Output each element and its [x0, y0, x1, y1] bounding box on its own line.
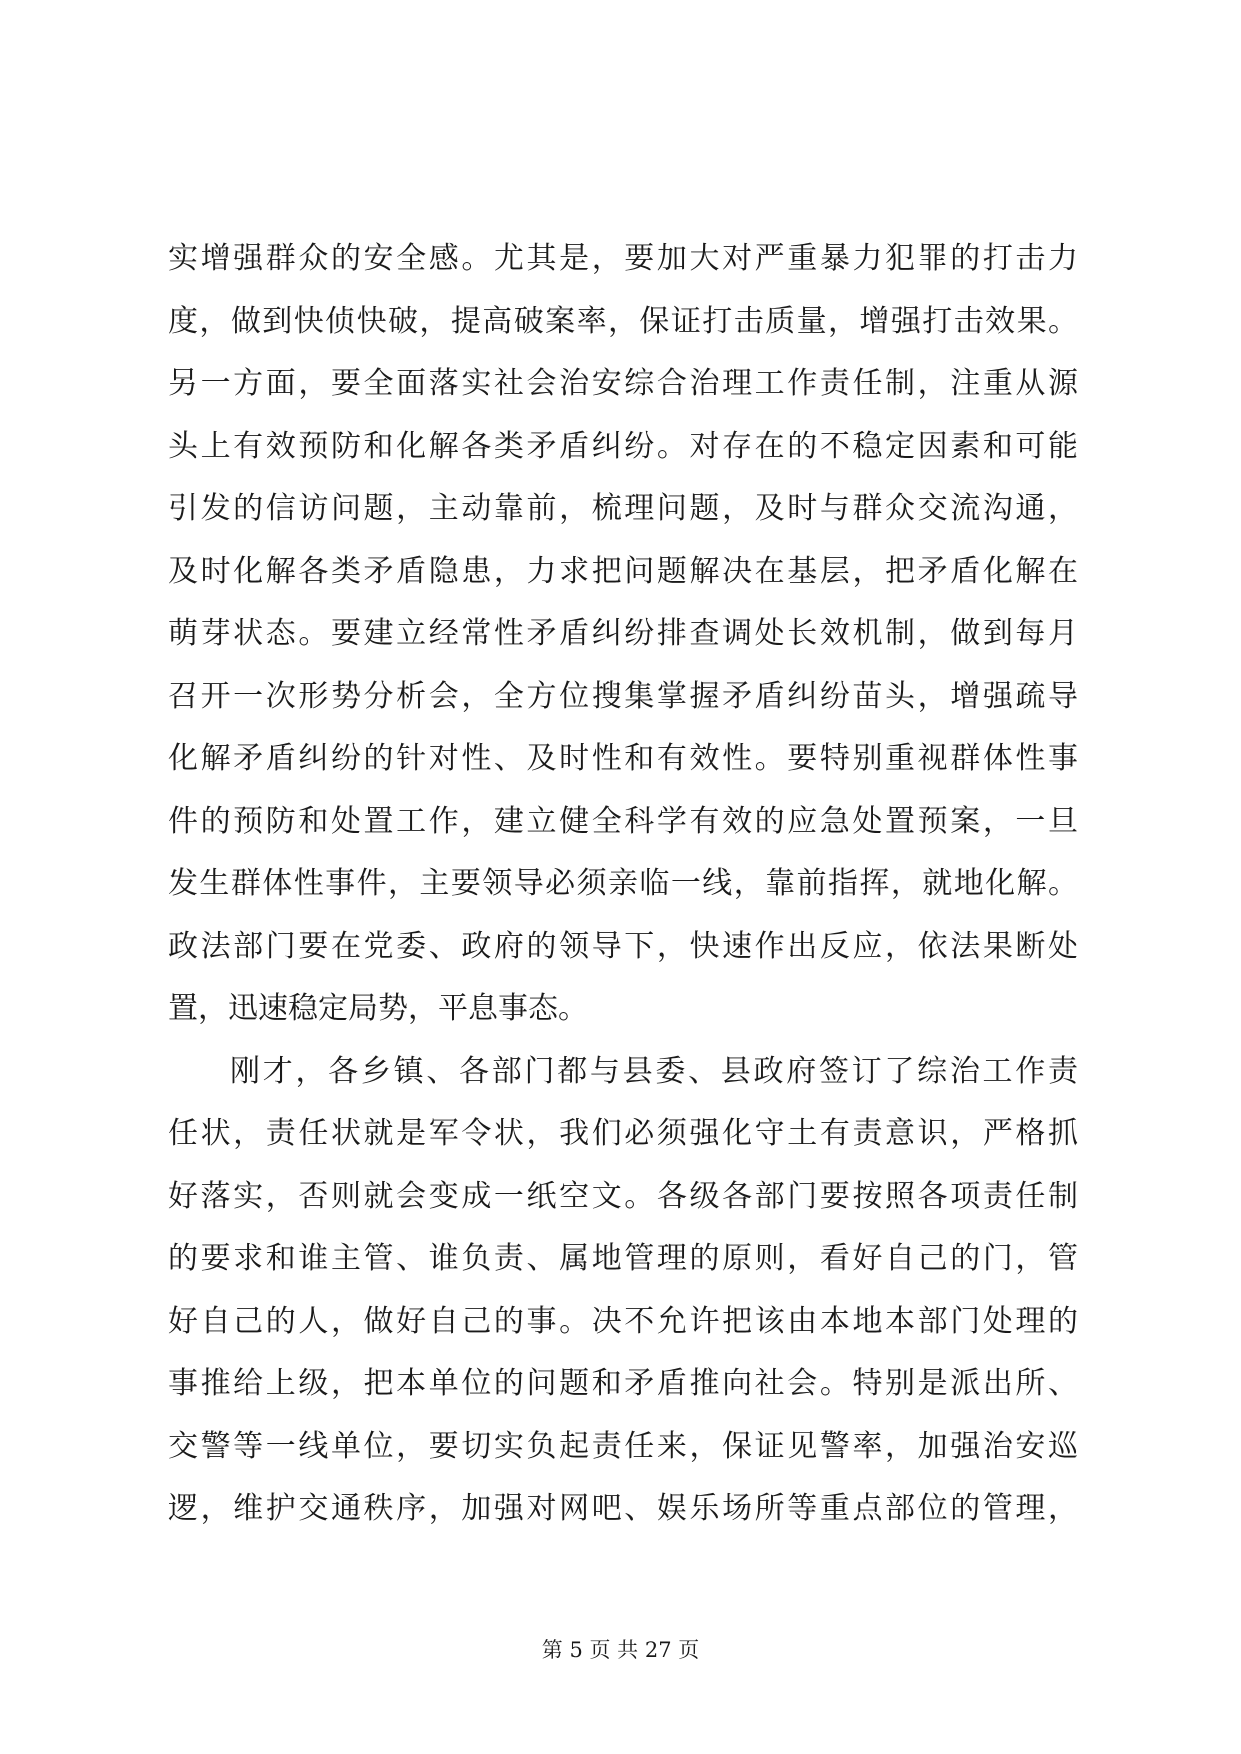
text-line: 化解矛盾纠纷的针对性、及时性和有效性。要特别重视群体性事: [168, 741, 1078, 776]
text-line: 头上有效预防和化解各类矛盾纠纷。对存在的不稳定因素和可能: [168, 428, 1078, 464]
text-line: 发生群体性事件，主要领导必须亲临一线，靠前指挥，就地化解。: [168, 866, 1078, 901]
text-line: 任状，责任状就是军令状，我们必须强化守土有责意识，严格抓: [168, 1116, 1078, 1151]
text-line: 召开一次形势分析会，全方位搜集掌握矛盾纠纷苗头，增强疏导: [168, 678, 1078, 714]
text-line: 好落实，否则就会变成一纸空文。各级各部门要按照各项责任制: [168, 1178, 1078, 1214]
text-line: 好自己的人，做好自己的事。决不允许把该由本地本部门处理的: [168, 1303, 1078, 1339]
text-line: 刚才，各乡镇、各部门都与县委、县政府签订了综治工作责: [230, 1053, 1078, 1089]
text-line: 政法部门要在党委、政府的领导下，快速作出反应，依法果断处: [168, 928, 1078, 964]
text-line: 件的预防和处置工作，建立健全科学有效的应急处置预案，一旦: [168, 803, 1078, 839]
text-line: 萌芽状态。要建立经常性矛盾纠纷排查调处长效机制，做到每月: [168, 616, 1078, 651]
text-line: 事推给上级，把本单位的问题和矛盾推向社会。特别是派出所、: [168, 1366, 1078, 1401]
text-line: 置，迅速稳定局势，平息事态。: [168, 991, 588, 1026]
text-line: 逻，维护交通秩序，加强对网吧、娱乐场所等重点部位的管理，: [168, 1491, 1078, 1526]
body-text: [168, 228, 1078, 1541]
page-number: 第 5 页 共 27 页: [541, 1638, 700, 1662]
text-line: 的要求和谁主管、谁负责、属地管理的原则，看好自己的门，管: [168, 1241, 1078, 1276]
text-line: 实增强群众的安全感。尤其是，要加大对严重暴力犯罪的打击力: [168, 241, 1078, 276]
text-line: 度，做到快侦快破，提高破案率，保证打击质量，增强打击效果。: [168, 303, 1078, 339]
text-line: 及时化解各类矛盾隐患，力求把问题解决在基层，把矛盾化解在: [168, 553, 1078, 589]
page-footer: [0, 1634, 1241, 1664]
text-line: 引发的信访问题，主动靠前，梳理问题，及时与群众交流沟通，: [168, 491, 1078, 526]
text-line: 另一方面，要全面落实社会治安综合治理工作责任制，注重从源: [168, 366, 1078, 401]
text-line: 交警等一线单位，要切实负起责任来，保证见警率，加强治安巡: [168, 1428, 1078, 1464]
